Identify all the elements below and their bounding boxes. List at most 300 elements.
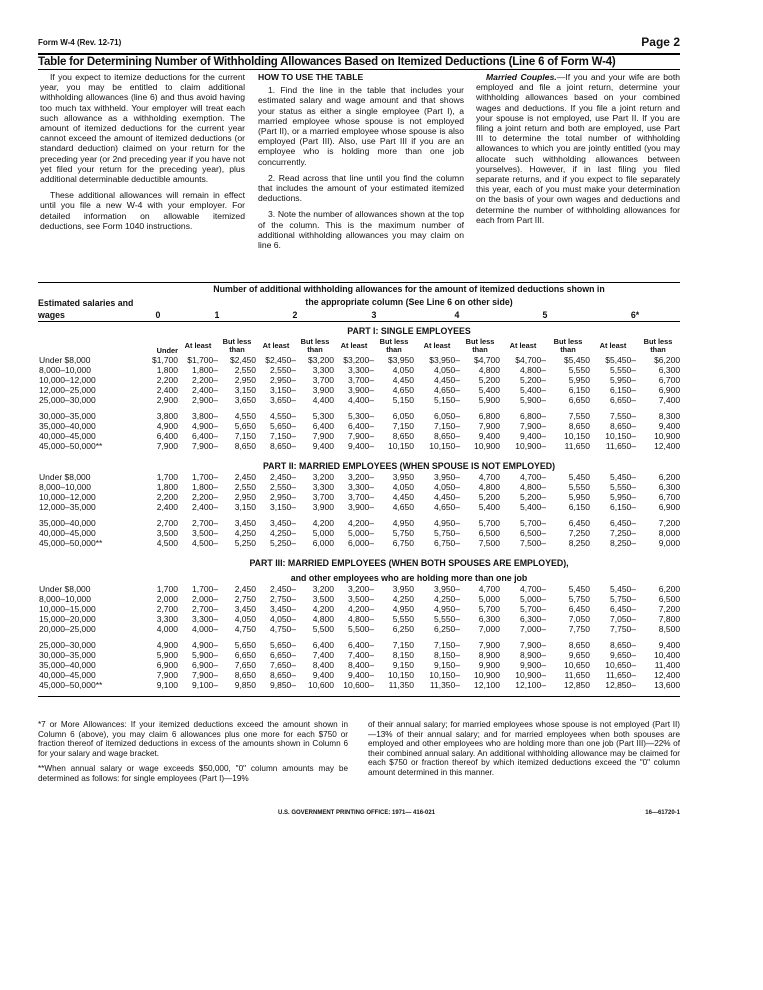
deduction-upper: 2,450– bbox=[270, 584, 296, 594]
deduction-lower: 2,550 bbox=[234, 482, 256, 492]
deduction-upper: 3,700– bbox=[348, 492, 374, 502]
deduction-lower: 9,400 bbox=[312, 441, 334, 451]
deduction-lower: 5,500 bbox=[312, 624, 334, 634]
deduction-lower: 5,550 bbox=[392, 614, 414, 624]
deduction-lower: 6,200 bbox=[658, 472, 681, 482]
sub-header-at-least: At least bbox=[340, 341, 368, 350]
deduction-lower: 5,700 bbox=[478, 604, 500, 614]
deduction-upper: 8,400– bbox=[348, 660, 374, 670]
deduction-upper: 6,150– bbox=[610, 502, 636, 512]
wage-bracket: 8,000–10,000 bbox=[39, 594, 91, 604]
deduction-upper: 7,550– bbox=[610, 411, 636, 421]
table-row bbox=[38, 680, 680, 690]
deduction-lower: 7,800 bbox=[658, 614, 681, 624]
deduction-lower: 6,800 bbox=[478, 411, 500, 421]
sub-header-at-least: At least bbox=[262, 341, 290, 350]
deduction-lower: 6,450 bbox=[568, 518, 590, 528]
column-number: 5 bbox=[542, 309, 548, 320]
deduction-lower: 2,550 bbox=[234, 365, 256, 375]
deduction-upper: 6,500– bbox=[520, 528, 546, 538]
deduction-upper: 5,950– bbox=[610, 492, 636, 502]
sub-header-under: Under bbox=[156, 346, 178, 355]
deduction-lower: 1,700 bbox=[156, 584, 178, 594]
deduction-upper: 5,750– bbox=[434, 528, 460, 538]
deduction-lower: 5,150 bbox=[392, 395, 414, 405]
deduction-lower: 10,150 bbox=[388, 441, 414, 451]
deduction-lower: 6,200 bbox=[658, 584, 681, 594]
deduction-lower: 9,400 bbox=[478, 431, 500, 441]
deduction-lower: 12,400 bbox=[654, 670, 681, 680]
table-row bbox=[38, 528, 680, 538]
deduction-lower: 8,650 bbox=[234, 670, 256, 680]
column-number: 6* bbox=[630, 309, 640, 320]
table-row bbox=[38, 624, 680, 634]
deduction-lower: 13,600 bbox=[654, 680, 681, 690]
table-row bbox=[38, 411, 680, 421]
deduction-upper: 5,550– bbox=[610, 365, 636, 375]
part-subtitle: and other employees who are holding more than one job bbox=[290, 573, 528, 583]
deduction-lower: 8,900 bbox=[478, 650, 500, 660]
deduction-lower: 6,250 bbox=[392, 624, 414, 634]
deduction-upper: 8,650– bbox=[270, 670, 296, 680]
deduction-lower: 10,400 bbox=[654, 650, 681, 660]
deduction-upper: 8,650– bbox=[610, 640, 636, 650]
deduction-upper: 7,750– bbox=[610, 624, 636, 634]
deduction-lower: 9,400 bbox=[312, 670, 334, 680]
deduction-upper: 12,850– bbox=[605, 680, 636, 690]
deduction-lower: 4,000 bbox=[156, 624, 178, 634]
wage-bracket: 12,000–35,000 bbox=[39, 502, 96, 512]
deduction-lower: 2,400 bbox=[156, 502, 178, 512]
deduction-lower: 4,650 bbox=[392, 502, 414, 512]
wage-bracket: 40,000–45,000 bbox=[39, 528, 96, 538]
deduction-lower: 9,400 bbox=[658, 640, 681, 650]
deduction-upper: 6,050– bbox=[434, 411, 460, 421]
column-number: 0 bbox=[155, 309, 161, 320]
footnotes-left bbox=[38, 720, 348, 790]
deduction-lower: 7,400 bbox=[658, 395, 681, 405]
deduction-upper: 8,650– bbox=[434, 431, 460, 441]
deduction-upper: 4,450– bbox=[434, 492, 460, 502]
deduction-lower: 3,450 bbox=[234, 518, 256, 528]
deduction-upper: 4,950– bbox=[434, 604, 460, 614]
deduction-lower: 7,050 bbox=[568, 614, 590, 624]
deduction-upper: $3,200– bbox=[343, 355, 374, 365]
row-label-header: Estimated salaries and wages bbox=[38, 298, 134, 320]
married-couples-paragraph bbox=[476, 72, 680, 225]
deduction-upper: 12,100– bbox=[515, 680, 546, 690]
deduction-lower: 3,700 bbox=[312, 492, 334, 502]
sub-header-but-less-than: But less than bbox=[379, 337, 409, 354]
deduction-upper: 3,700– bbox=[348, 375, 374, 385]
deduction-lower: 11,650 bbox=[564, 441, 590, 451]
deduction-lower: 4,800 bbox=[478, 482, 500, 492]
deduction-lower: 7,650 bbox=[234, 660, 256, 670]
wage-bracket: 25,000–30,000 bbox=[39, 395, 96, 405]
howto-step: 2. Read across that line until you find the column that includes the amount of your estimated itemized deductions. bbox=[258, 172, 464, 204]
deduction-upper: 2,400– bbox=[192, 502, 218, 512]
deduction-lower: 6,700 bbox=[658, 375, 681, 385]
deduction-lower: $4,700 bbox=[474, 355, 500, 365]
deduction-lower: 2,900 bbox=[156, 395, 178, 405]
deduction-upper: 7,900– bbox=[192, 670, 218, 680]
deduction-lower: 2,700 bbox=[156, 604, 178, 614]
deduction-lower: 7,900 bbox=[478, 421, 500, 431]
deduction-lower: 9,850 bbox=[234, 680, 256, 690]
deduction-lower: 10,150 bbox=[388, 670, 414, 680]
deduction-upper: 5,900– bbox=[520, 395, 546, 405]
deduction-lower: 5,000 bbox=[478, 594, 500, 604]
deduction-upper: 2,750– bbox=[270, 594, 296, 604]
deduction-upper: 1,700– bbox=[192, 472, 218, 482]
deduction-lower: 3,950 bbox=[392, 472, 414, 482]
deduction-lower: 2,450 bbox=[234, 472, 256, 482]
deduction-lower: 5,700 bbox=[478, 518, 500, 528]
deduction-upper: 5,250– bbox=[270, 538, 296, 548]
deduction-lower: 10,900 bbox=[474, 670, 500, 680]
married-couples-text: —If you and your wife are both employed and file a joint return, determine your withholding allowances based on your combined wages and deductions. If you file a joint return and your spouse is not employed, use Part II. If you are filing a joint return and both are employed, use Part III to determine the total number of withholding allowances to which you are jointly entitled (you may allocate such withholding allowances between yourselves). However, if in last filing you filed separate returns, and if you expect to file separately this year, each of you must make your determination on the basis of your own wages and deductions and determine the number of withholding allowances for each from Part III. bbox=[476, 72, 680, 225]
deduction-lower: 5,950 bbox=[568, 492, 590, 502]
deduction-lower: 12,850 bbox=[564, 680, 590, 690]
deduction-upper: 3,500– bbox=[348, 594, 374, 604]
column-group-subheader: the appropriate column (See Line 6 on other side) bbox=[305, 296, 513, 307]
deduction-lower: 8,500 bbox=[658, 624, 681, 634]
deduction-lower: 6,500 bbox=[658, 594, 681, 604]
deduction-lower: 6,400 bbox=[312, 421, 334, 431]
deduction-lower: 11,350 bbox=[388, 680, 414, 690]
deduction-upper: 4,750– bbox=[270, 624, 296, 634]
table-row bbox=[38, 660, 680, 670]
deduction-lower: 4,900 bbox=[156, 640, 178, 650]
wage-bracket: 45,000–50,000** bbox=[39, 680, 103, 690]
deduction-lower: 6,900 bbox=[658, 502, 681, 512]
deduction-lower: 7,900 bbox=[312, 431, 334, 441]
deduction-lower: 4,050 bbox=[392, 365, 414, 375]
deduction-lower: 6,750 bbox=[392, 538, 414, 548]
deduction-lower: 9,400 bbox=[658, 421, 681, 431]
spacer-cell bbox=[38, 322, 138, 338]
deduction-lower: 3,150 bbox=[234, 502, 256, 512]
intro-column-3 bbox=[476, 72, 680, 231]
deduction-upper: 5,950– bbox=[610, 375, 636, 385]
deduction-lower: 5,750 bbox=[392, 528, 414, 538]
footnote-seven-or-more: *7 or More Allowances: If your itemized deductions exceed the amount shown in Column 6 (above), you may claim 6 allowances plus one more for each $750 or fraction thereof of itemized deductions in excess of the amounts shown in Column 6 for your salary and wage bracket. bbox=[38, 720, 348, 758]
deduction-lower: 2,200 bbox=[156, 375, 178, 385]
intro-column-2 bbox=[258, 72, 464, 256]
deduction-lower: 4,250 bbox=[392, 594, 414, 604]
deduction-upper: 2,950– bbox=[270, 492, 296, 502]
deduction-upper: 3,800– bbox=[192, 411, 218, 421]
deduction-upper: 5,200– bbox=[520, 375, 546, 385]
table-row bbox=[38, 614, 680, 624]
deduction-lower: 11,650 bbox=[564, 670, 590, 680]
deduction-lower: 7,900 bbox=[478, 640, 500, 650]
deduction-lower: 8,650 bbox=[392, 431, 414, 441]
deduction-lower: 6,900 bbox=[156, 660, 178, 670]
deduction-lower: 5,200 bbox=[478, 375, 500, 385]
deduction-lower: 2,400 bbox=[156, 385, 178, 395]
deduction-lower: 10,900 bbox=[474, 441, 500, 451]
wage-bracket: Under $8,000 bbox=[39, 355, 91, 365]
sub-header-at-least: At least bbox=[423, 341, 451, 350]
deduction-upper: 1,800– bbox=[192, 482, 218, 492]
wage-bracket: 12,000–25,000 bbox=[39, 385, 96, 395]
deduction-lower: 6,700 bbox=[658, 492, 681, 502]
deduction-upper: 9,400– bbox=[348, 441, 374, 451]
intro-paragraph: These additional allowances will remain in effect until you file a new W-4 with your employer. For detailed information on allowable itemized deductions, see Form 1040 instructions. bbox=[40, 190, 245, 231]
deduction-lower: 4,200 bbox=[312, 518, 334, 528]
deduction-lower: 7,550 bbox=[568, 411, 590, 421]
wage-bracket: 10,000–12,000 bbox=[39, 492, 96, 502]
deduction-lower: 5,550 bbox=[568, 365, 590, 375]
deduction-lower: 6,500 bbox=[478, 528, 500, 538]
deduction-lower: 2,000 bbox=[156, 594, 178, 604]
deduction-upper: 2,200– bbox=[192, 492, 218, 502]
deduction-upper: 5,450– bbox=[610, 584, 636, 594]
deduction-lower: 6,300 bbox=[658, 365, 681, 375]
deduction-lower: 5,750 bbox=[568, 594, 590, 604]
wage-bracket: Under $8,000 bbox=[39, 584, 91, 594]
deduction-upper: 7,900– bbox=[520, 640, 546, 650]
deduction-lower: 8,400 bbox=[312, 660, 334, 670]
deduction-lower: 4,500 bbox=[156, 538, 178, 548]
column-number: 2 bbox=[292, 309, 298, 320]
deduction-upper: 4,950– bbox=[434, 518, 460, 528]
deduction-upper: 8,150– bbox=[434, 650, 460, 660]
deduction-lower: 3,300 bbox=[312, 482, 334, 492]
table-row bbox=[38, 421, 680, 431]
deduction-upper: 10,150– bbox=[429, 670, 460, 680]
deduction-lower: 3,500 bbox=[156, 528, 178, 538]
deduction-upper: 4,650– bbox=[434, 502, 460, 512]
deduction-upper: 9,850– bbox=[270, 680, 296, 690]
deduction-upper: 2,450– bbox=[270, 472, 296, 482]
deduction-upper: 5,300– bbox=[348, 411, 374, 421]
page-number: Page 2 bbox=[641, 35, 680, 49]
intro-column-1 bbox=[40, 72, 245, 237]
deduction-lower: 7,500 bbox=[478, 538, 500, 548]
footnote-over-50000-continued: of their annual salary; for married employees whose spouse is not employed (Part II)—13% of their annual salary; and for married employees when both spouses are employed and other employees who are holding more than one job (Part III)—22% of their combined annual salary. An additional withholding allowance may be claimed for each $750 or fraction thereof by which itemized deductions exceed the "0" column amount determined in this manner. bbox=[368, 720, 680, 777]
deduction-upper: 6,400– bbox=[348, 421, 374, 431]
table-row bbox=[38, 472, 680, 482]
deduction-lower: 4,450 bbox=[392, 375, 414, 385]
deduction-upper: 8,900– bbox=[520, 650, 546, 660]
deduction-upper: 2,900– bbox=[192, 395, 218, 405]
deduction-lower: 5,200 bbox=[478, 492, 500, 502]
deduction-upper: 2,550– bbox=[270, 482, 296, 492]
deduction-lower: 3,700 bbox=[312, 375, 334, 385]
deduction-lower: 2,950 bbox=[234, 375, 256, 385]
deduction-upper: 2,700– bbox=[192, 604, 218, 614]
deduction-lower: 5,900 bbox=[478, 395, 500, 405]
deduction-upper: 5,700– bbox=[520, 604, 546, 614]
column-number: 4 bbox=[454, 309, 460, 320]
deduction-upper: 4,450– bbox=[434, 375, 460, 385]
footnote-over-50000: **When annual salary or wage exceeds $50,000, "0" column amounts may be determined as follows: for single employees (Part I)—19% bbox=[38, 764, 348, 783]
sub-header-but-less-than: But less than bbox=[643, 337, 673, 354]
page-title: Table for Determining Number of Withholding Allowances Based on Itemized Deductions (Line 6 of Form W-4) bbox=[38, 53, 680, 70]
deduction-lower: 3,650 bbox=[234, 395, 256, 405]
deduction-upper: 6,750– bbox=[434, 538, 460, 548]
deduction-lower: 4,650 bbox=[392, 385, 414, 395]
deduction-upper: 6,650– bbox=[610, 395, 636, 405]
table-row bbox=[38, 594, 680, 604]
deduction-lower: 8,150 bbox=[392, 650, 414, 660]
deduction-lower: 4,250 bbox=[234, 528, 256, 538]
deduction-upper: 5,750– bbox=[610, 594, 636, 604]
deduction-upper: 5,150– bbox=[434, 395, 460, 405]
table-row bbox=[38, 395, 680, 405]
deduction-upper: 2,700– bbox=[192, 518, 218, 528]
deduction-upper: 10,900– bbox=[515, 670, 546, 680]
sub-header-but-less-than: But less than bbox=[222, 337, 252, 354]
deduction-lower: 8,650 bbox=[568, 640, 590, 650]
table-row bbox=[38, 670, 680, 680]
spacer-cell bbox=[38, 554, 138, 569]
deduction-lower: 4,800 bbox=[478, 365, 500, 375]
deduction-lower: 6,050 bbox=[392, 411, 414, 421]
table-row bbox=[38, 604, 680, 614]
deduction-upper: 6,250– bbox=[434, 624, 460, 634]
deduction-lower: 2,750 bbox=[234, 594, 256, 604]
deduction-upper: 6,450– bbox=[610, 518, 636, 528]
deduction-upper: 8,250– bbox=[610, 538, 636, 548]
deduction-upper: 6,000– bbox=[348, 538, 374, 548]
deduction-lower: 4,950 bbox=[392, 604, 414, 614]
deduction-upper: 9,650– bbox=[610, 650, 636, 660]
deduction-lower: 6,400 bbox=[312, 640, 334, 650]
deduction-lower: 7,250 bbox=[568, 528, 590, 538]
deduction-upper: 6,650– bbox=[270, 650, 296, 660]
deduction-lower: 10,650 bbox=[564, 660, 590, 670]
deduction-upper: 4,500– bbox=[192, 538, 218, 548]
deduction-upper: 6,300– bbox=[520, 614, 546, 624]
deduction-upper: 4,800– bbox=[520, 365, 546, 375]
sub-header-but-less-than: But less than bbox=[553, 337, 583, 354]
deduction-lower: 5,550 bbox=[568, 482, 590, 492]
deduction-lower: 3,950 bbox=[392, 584, 414, 594]
deduction-lower: 2,200 bbox=[156, 492, 178, 502]
form-id: Form W-4 (Rev. 12-71) bbox=[38, 38, 122, 47]
deduction-lower: 10,600 bbox=[308, 680, 334, 690]
sub-header-at-least: At least bbox=[599, 341, 627, 350]
deduction-upper: 5,650– bbox=[270, 421, 296, 431]
deduction-lower: 3,900 bbox=[312, 502, 334, 512]
deduction-lower: 8,650 bbox=[568, 421, 590, 431]
deduction-upper: 3,300– bbox=[348, 482, 374, 492]
deduction-lower: 3,900 bbox=[312, 385, 334, 395]
deduction-lower: 3,800 bbox=[156, 411, 178, 421]
deduction-upper: 6,800– bbox=[520, 411, 546, 421]
deduction-upper: 5,000– bbox=[348, 528, 374, 538]
deduction-upper: 7,900– bbox=[348, 431, 374, 441]
deduction-lower: 9,900 bbox=[478, 660, 500, 670]
deduction-upper: 5,400– bbox=[520, 385, 546, 395]
deduction-upper: 6,450– bbox=[610, 604, 636, 614]
deduction-lower: 2,450 bbox=[234, 584, 256, 594]
deduction-upper: 5,000– bbox=[520, 594, 546, 604]
deduction-upper: $2,450– bbox=[265, 355, 296, 365]
deduction-upper: 5,450– bbox=[610, 472, 636, 482]
deduction-lower: 10,900 bbox=[654, 431, 681, 441]
spacer-cell bbox=[38, 690, 680, 697]
deduction-lower: 7,750 bbox=[568, 624, 590, 634]
deduction-lower: 3,450 bbox=[234, 604, 256, 614]
deduction-lower: 3,300 bbox=[312, 365, 334, 375]
deduction-lower: 12,100 bbox=[474, 680, 500, 690]
printer-line: U.S. GOVERNMENT PRINTING OFFICE: 1971— 416-021 bbox=[278, 810, 436, 816]
deduction-lower: 7,400 bbox=[312, 650, 334, 660]
wage-bracket: 10,000–12,000 bbox=[39, 375, 96, 385]
deduction-lower: 5,950 bbox=[568, 375, 590, 385]
deduction-upper: 10,600– bbox=[343, 680, 374, 690]
deduction-lower: 4,700 bbox=[478, 472, 500, 482]
deduction-lower: $5,450 bbox=[564, 355, 590, 365]
deduction-upper: 5,400– bbox=[520, 502, 546, 512]
deduction-upper: 4,650– bbox=[434, 385, 460, 395]
deduction-upper: 3,900– bbox=[348, 502, 374, 512]
deduction-upper: 9,100– bbox=[192, 680, 218, 690]
deduction-lower: 5,000 bbox=[312, 528, 334, 538]
wage-bracket: 35,000–40,000 bbox=[39, 421, 96, 431]
wage-bracket: 30,000–35,000 bbox=[39, 411, 96, 421]
deduction-upper: 4,000– bbox=[192, 624, 218, 634]
deduction-lower: 3,150 bbox=[234, 385, 256, 395]
deduction-upper: 3,500– bbox=[192, 528, 218, 538]
deduction-lower: $3,200 bbox=[308, 355, 334, 365]
deduction-lower: 8,300 bbox=[658, 411, 681, 421]
deduction-upper: 5,500– bbox=[348, 624, 374, 634]
deduction-lower: 4,900 bbox=[156, 421, 178, 431]
deduction-lower: 3,300 bbox=[156, 614, 178, 624]
deduction-upper: 7,400– bbox=[348, 650, 374, 660]
deduction-lower: 3,200 bbox=[312, 472, 334, 482]
wage-bracket: 45,000–50,000** bbox=[39, 441, 103, 451]
table-row bbox=[38, 640, 680, 650]
deduction-lower: 5,650 bbox=[234, 421, 256, 431]
table-row bbox=[38, 584, 680, 594]
deduction-lower: 7,200 bbox=[658, 604, 681, 614]
deduction-upper: 9,400– bbox=[520, 431, 546, 441]
deduction-upper: 11,650– bbox=[605, 441, 636, 451]
deduction-upper: 5,900– bbox=[192, 650, 218, 660]
table-row bbox=[38, 431, 680, 441]
deduction-lower: 4,050 bbox=[392, 482, 414, 492]
deduction-lower: 6,150 bbox=[568, 502, 590, 512]
howto-heading: HOW TO USE THE TABLE bbox=[258, 72, 364, 82]
deduction-lower: $2,450 bbox=[230, 355, 256, 365]
deduction-upper: 11,650– bbox=[605, 670, 636, 680]
deduction-upper: 4,050– bbox=[434, 482, 460, 492]
deduction-upper: 7,250– bbox=[610, 528, 636, 538]
deduction-upper: 3,300– bbox=[192, 614, 218, 624]
deduction-upper: 7,650– bbox=[270, 660, 296, 670]
deduction-upper: 5,650– bbox=[270, 640, 296, 650]
deduction-lower: 6,300 bbox=[658, 482, 681, 492]
column-group-header: Number of additional withholding allowances for the amount of itemized deductions shown in bbox=[213, 284, 605, 295]
deduction-upper: 6,150– bbox=[610, 385, 636, 395]
deduction-upper: 3,150– bbox=[270, 502, 296, 512]
deduction-upper: 1,700– bbox=[192, 584, 218, 594]
deduction-upper: 7,900– bbox=[192, 441, 218, 451]
wage-bracket: 35,000–40,000 bbox=[39, 660, 96, 670]
deduction-lower: 9,650 bbox=[568, 650, 590, 660]
table-row bbox=[38, 538, 680, 548]
deduction-upper: 1,800– bbox=[192, 365, 218, 375]
table-row bbox=[38, 375, 680, 385]
deduction-upper: 3,950– bbox=[434, 472, 460, 482]
deduction-lower: 5,250 bbox=[234, 538, 256, 548]
